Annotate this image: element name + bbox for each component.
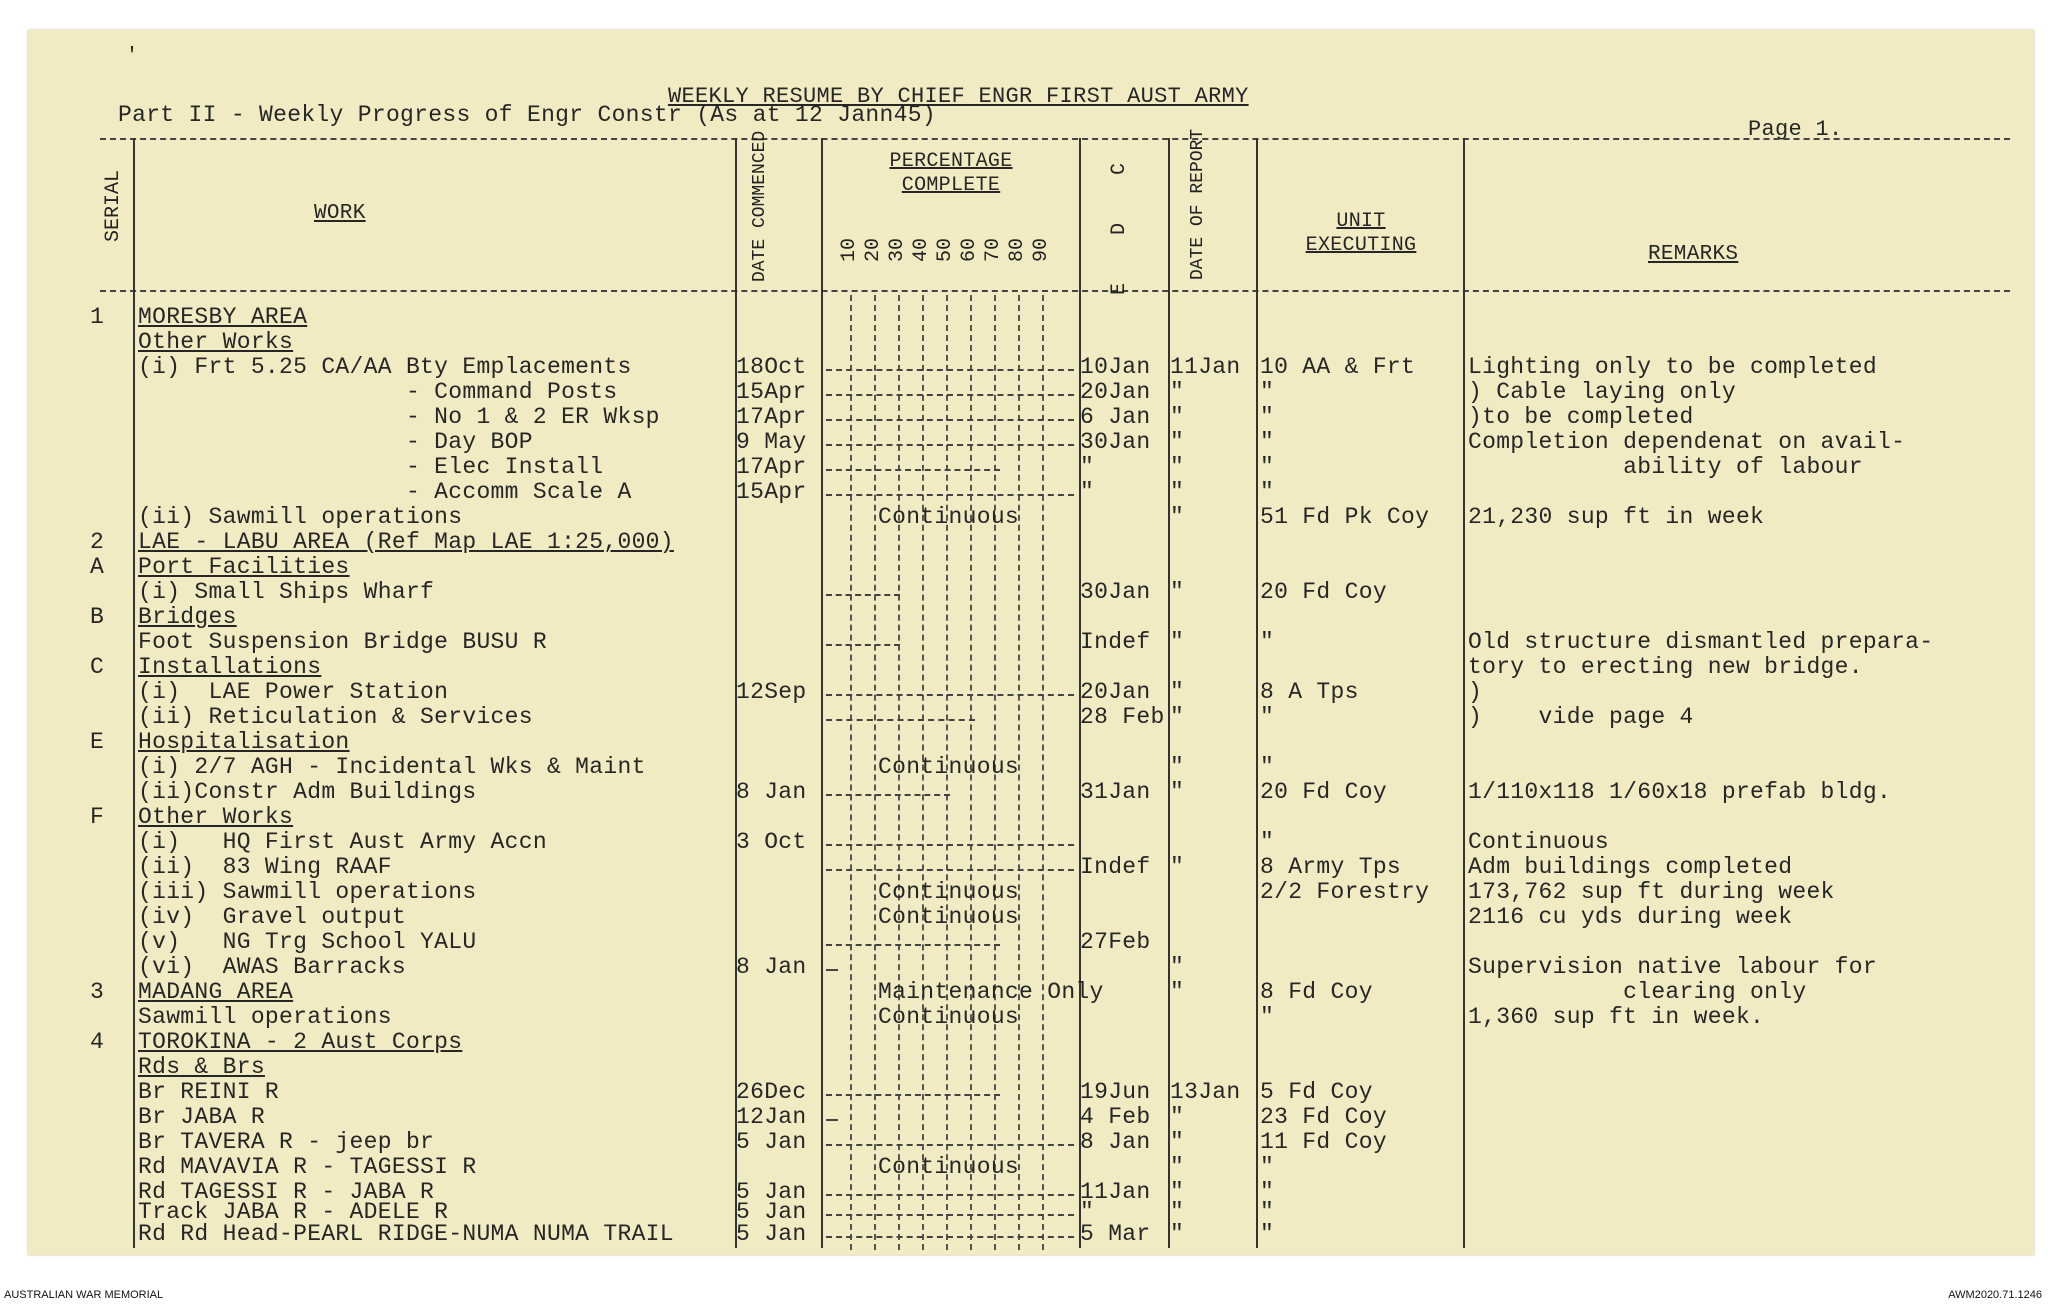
cell-date: 5 Jan: [736, 1129, 807, 1155]
cell-date: 12Sep: [736, 679, 807, 705]
page-number: Page 1.: [1748, 117, 1843, 142]
cell-date: 26Dec: [736, 1079, 807, 1105]
cell-report: ": [1170, 429, 1185, 455]
progress-bar: [826, 494, 1074, 496]
pct-tick-label: 60: [958, 238, 981, 263]
cell-unit: ": [1260, 1004, 1275, 1030]
cell-date: 8 Jan: [736, 954, 807, 980]
progress-bar: [826, 394, 1074, 396]
progress-bar: [826, 694, 1074, 696]
cell-work: Bridges: [138, 604, 237, 630]
cell-edc: 31Jan: [1080, 779, 1151, 805]
cell-remarks: 173,762 sup ft during week: [1468, 879, 1835, 905]
cell-serial: 2: [90, 529, 105, 555]
cell-remarks: ability of labour: [1468, 454, 1863, 480]
progress-bar: [826, 794, 950, 796]
cell-work: (vi) AWAS Barracks: [138, 954, 406, 980]
pct-tick-label: 20: [862, 238, 885, 263]
header-date-of-report: DATE OF REPORT: [1188, 128, 1208, 280]
cell-prog: Continuous: [878, 1004, 1020, 1030]
pct-tick-label: 10: [838, 238, 861, 263]
cell-work: (i) LAE Power Station: [138, 679, 449, 705]
cell-serial: E: [90, 729, 105, 755]
cell-remarks: tory to erecting new bridge.: [1468, 654, 1863, 680]
col-sep-serial: [133, 138, 135, 1248]
cell-work: Port Facilities: [138, 554, 350, 580]
cell-work: Hospitalisation: [138, 729, 350, 755]
progress-bar: [826, 469, 1000, 471]
progress-bar: [826, 644, 900, 646]
col-sep-report: [1256, 138, 1258, 1248]
pct-tick-label: 30: [886, 238, 909, 263]
cell-remarks: 2116 cu yds during week: [1468, 904, 1793, 930]
cell-report: ": [1170, 1199, 1185, 1225]
pct-gridline: [874, 295, 876, 1250]
cell-work: TOROKINA - 2 Aust Corps: [138, 1029, 463, 1055]
header-remarks: REMARKS: [1648, 243, 1739, 266]
cell-report: ": [1170, 379, 1185, 405]
cell-work: (ii)Constr Adm Buildings: [138, 779, 477, 805]
cell-serial: 4: [90, 1029, 105, 1055]
cell-unit: 8 Army Tps: [1260, 854, 1402, 880]
cell-edc: 28 Feb: [1080, 704, 1165, 730]
progress-bar: [826, 969, 838, 971]
cell-unit: ": [1260, 629, 1275, 655]
cell-report: ": [1170, 754, 1185, 780]
cell-edc: 8 Jan: [1080, 1129, 1151, 1155]
cell-date: 15Apr: [736, 479, 807, 505]
cell-remarks: ) vide page 4: [1468, 704, 1694, 730]
progress-bar: [826, 844, 1074, 846]
col-sep-unit: [1463, 138, 1465, 1248]
cell-unit: ": [1260, 704, 1275, 730]
cell-unit: ": [1260, 404, 1275, 430]
cell-work: Rd Rd Head-PEARL RIDGE-NUMA NUMA TRAIL: [138, 1221, 674, 1247]
cell-work: Other Works: [138, 329, 294, 355]
cell-remarks: 1,360 sup ft in week.: [1468, 1004, 1765, 1030]
cell-work: - No 1 & 2 ER Wksp: [138, 404, 660, 430]
cell-unit: ": [1260, 829, 1275, 855]
cell-edc: ": [1080, 479, 1095, 505]
cell-unit: 8 Fd Coy: [1260, 979, 1373, 1005]
cell-work: Sawmill operations: [138, 1004, 392, 1030]
cell-serial: F: [90, 804, 105, 830]
cell-work: Br REINI R: [138, 1079, 280, 1105]
cell-edc: 19Jun: [1080, 1079, 1151, 1105]
cell-work: MORESBY AREA: [138, 304, 308, 330]
cell-unit: 5 Fd Coy: [1260, 1079, 1373, 1105]
cell-remarks: ): [1468, 679, 1483, 705]
progress-bar: [826, 1236, 1074, 1238]
cell-prog: Continuous: [878, 1154, 1020, 1180]
cell-report: ": [1170, 704, 1185, 730]
cell-report: ": [1170, 679, 1185, 705]
cell-unit: 51 Fd Pk Coy: [1260, 504, 1430, 530]
cell-work: MADANG AREA: [138, 979, 294, 1005]
header-work: WORK: [314, 202, 366, 225]
cell-unit: 20 Fd Coy: [1260, 579, 1387, 605]
cell-serial: 1: [90, 304, 105, 330]
progress-bar: [826, 369, 1074, 371]
cell-work: Foot Suspension Bridge BUSU R: [138, 629, 547, 655]
cell-report: ": [1170, 1179, 1185, 1205]
cell-prog: Continuous: [878, 879, 1020, 905]
cell-date: 3 Oct: [736, 829, 807, 855]
progress-bar: [826, 1119, 838, 1121]
header-date-commenced: DATE COMMENCED: [750, 130, 770, 282]
cell-report: ": [1170, 1129, 1185, 1155]
cell-remarks: Adm buildings completed: [1468, 854, 1793, 880]
cell-unit: 8 A Tps: [1260, 679, 1359, 705]
pct-gridline: [850, 295, 852, 1250]
cell-unit: 20 Fd Coy: [1260, 779, 1387, 805]
cell-work: - Day BOP: [138, 429, 533, 455]
cell-date: 15Apr: [736, 379, 807, 405]
cell-remarks: )to be completed: [1468, 404, 1694, 430]
cell-work: (ii) 83 Wing RAAF: [138, 854, 392, 880]
cell-remarks: Old structure dismantled prepara-: [1468, 629, 1934, 655]
cell-prog: Continuous: [878, 754, 1020, 780]
document-subtitle: Part II - Weekly Progress of Engr Constr (As at 12 Jann45): [118, 102, 936, 128]
cell-work: (ii) Sawmill operations: [138, 504, 463, 530]
cell-work: Rd MAVAVIA R - TAGESSI R: [138, 1154, 477, 1180]
cell-unit: ": [1260, 1179, 1275, 1205]
cell-edc: 30Jan: [1080, 579, 1151, 605]
cell-work: LAE - LABU AREA (Ref Map LAE 1:25,000): [138, 529, 674, 555]
cell-edc: 20Jan: [1080, 679, 1151, 705]
document-title: WEEKLY RESUME BY CHIEF ENGR FIRST AUST ARMY: [668, 84, 1249, 109]
cell-serial: C: [90, 654, 105, 680]
cell-unit: 11 Fd Coy: [1260, 1129, 1387, 1155]
progress-bar: [826, 594, 900, 596]
footer-source: AUSTRALIAN WAR MEMORIAL: [4, 1289, 164, 1301]
cell-report: ": [1170, 1104, 1185, 1130]
cell-edc: Indef: [1080, 629, 1151, 655]
header-unit-executing: UNIT EXECUTING: [1305, 210, 1417, 257]
cell-unit: ": [1260, 1221, 1275, 1247]
cell-work: (iv) Gravel output: [138, 904, 406, 930]
cell-unit: ": [1260, 1199, 1275, 1225]
cell-report: ": [1170, 629, 1185, 655]
cell-date: 5 Jan: [736, 1179, 807, 1205]
cell-edc: 5 Mar: [1080, 1221, 1151, 1247]
cell-work: Br TAVERA R - jeep br: [138, 1129, 435, 1155]
cell-work: - Elec Install: [138, 454, 604, 480]
cell-edc: 20Jan: [1080, 379, 1151, 405]
cell-work: Rd TAGESSI R - JABA R: [138, 1179, 435, 1205]
progress-bar: [826, 1214, 1074, 1216]
cell-edc: 27Feb: [1080, 929, 1151, 955]
cell-edc: 10Jan: [1080, 354, 1151, 380]
cell-work: Other Works: [138, 804, 294, 830]
cell-date: 17Apr: [736, 454, 807, 480]
cell-remarks: Completion dependenat on avail-: [1468, 429, 1906, 455]
cell-unit: ": [1260, 479, 1275, 505]
margin-mark: ': [126, 45, 139, 68]
cell-work: (i) HQ First Aust Army Accn: [138, 829, 547, 855]
pct-tick-label: 90: [1030, 238, 1053, 263]
cell-report: ": [1170, 979, 1185, 1005]
cell-report: ": [1170, 504, 1185, 530]
cell-remarks: Supervision native labour for: [1468, 954, 1877, 980]
cell-edc: ": [1080, 1199, 1095, 1225]
pct-gridline: [1042, 295, 1044, 1250]
cell-serial: 3: [90, 979, 105, 1005]
cell-edc: ": [1080, 454, 1095, 480]
cell-edc: 30Jan: [1080, 429, 1151, 455]
cell-report: ": [1170, 1154, 1185, 1180]
cell-report: ": [1170, 854, 1185, 880]
cell-work: Installations: [138, 654, 322, 680]
cell-unit: ": [1260, 454, 1275, 480]
cell-work: Rds & Brs: [138, 1054, 265, 1080]
cell-remarks: Lighting only to be completed: [1468, 354, 1877, 380]
cell-work: (i) Small Ships Wharf: [138, 579, 435, 605]
cell-date: 9 May: [736, 429, 807, 455]
progress-bar: [826, 444, 1074, 446]
cell-work: Br JABA R: [138, 1104, 265, 1130]
cell-serial: A: [90, 554, 105, 580]
cell-report: ": [1170, 1221, 1185, 1247]
cell-date: 17Apr: [736, 404, 807, 430]
footer-reference: AWM2020.71.1246: [1948, 1289, 2042, 1301]
cell-report: ": [1170, 404, 1185, 430]
cell-report: 11Jan: [1170, 354, 1241, 380]
cell-unit: 10 AA & Frt: [1260, 354, 1416, 380]
cell-report: ": [1170, 479, 1185, 505]
cell-date: 12Jan: [736, 1104, 807, 1130]
cell-prog: Maintenance Only: [878, 979, 1104, 1005]
progress-bar: [826, 1194, 1074, 1196]
cell-remarks: ) Cable laying only: [1468, 379, 1736, 405]
progress-bar: [826, 1144, 1074, 1146]
cell-date: 8 Jan: [736, 779, 807, 805]
progress-bar: [826, 1094, 1000, 1096]
cell-remarks: 21,230 sup ft in week: [1468, 504, 1765, 530]
cell-unit: 23 Fd Coy: [1260, 1104, 1387, 1130]
cell-work: (v) NG Trg School YALU: [138, 929, 477, 955]
header-percentage-complete: PERCENTAGE COMPLETE: [889, 150, 1013, 197]
pct-tick-label: 50: [934, 238, 957, 263]
progress-bar: [826, 944, 1000, 946]
cell-date: 5 Jan: [736, 1199, 807, 1225]
cell-remarks: 1/110x118 1/60x18 prefab bldg.: [1468, 779, 1892, 805]
header-top-rule: [100, 138, 2010, 140]
cell-report: ": [1170, 779, 1185, 805]
cell-edc: 4 Feb: [1080, 1104, 1151, 1130]
cell-remarks: Continuous: [1468, 829, 1610, 855]
cell-serial: B: [90, 604, 105, 630]
cell-date: 18Oct: [736, 354, 807, 380]
pct-tick-label: 40: [910, 238, 933, 263]
document-sheet: [28, 30, 2034, 1255]
cell-date: 5 Jan: [736, 1221, 807, 1247]
cell-unit: ": [1260, 1154, 1275, 1180]
col-sep-date: [821, 138, 823, 1248]
header-edc: E D C: [1108, 145, 1131, 296]
footer-bar: [0, 1286, 2048, 1305]
pct-tick-label: 70: [982, 238, 1005, 263]
cell-unit: ": [1260, 429, 1275, 455]
progress-bar: [826, 869, 1074, 871]
cell-prog: Continuous: [878, 904, 1020, 930]
cell-remarks: clearing only: [1468, 979, 1807, 1005]
cell-work: Track JABA R - ADELE R: [138, 1199, 449, 1225]
pct-tick-label: 80: [1006, 238, 1029, 263]
cell-work: - Accomm Scale A: [138, 479, 632, 505]
progress-bar: [826, 719, 975, 721]
cell-unit: ": [1260, 754, 1275, 780]
cell-edc: Indef: [1080, 854, 1151, 880]
header-serial: SERIAL: [102, 170, 125, 243]
cell-edc: 11Jan: [1080, 1179, 1151, 1205]
cell-prog: Continuous: [878, 504, 1020, 530]
cell-work: (iii) Sawmill operations: [138, 879, 477, 905]
cell-report: 13Jan: [1170, 1079, 1241, 1105]
header-bottom-rule: [100, 290, 2010, 292]
cell-edc: 6 Jan: [1080, 404, 1151, 430]
cell-unit: ": [1260, 379, 1275, 405]
cell-report: ": [1170, 454, 1185, 480]
cell-work: - Command Posts: [138, 379, 618, 405]
cell-work: (ii) Reticulation & Services: [138, 704, 533, 730]
cell-work: (i) 2/7 AGH - Incidental Wks & Maint: [138, 754, 646, 780]
cell-work: (i) Frt 5.25 CA/AA Bty Emplacements: [138, 354, 632, 380]
cell-report: ": [1170, 954, 1185, 980]
progress-bar: [826, 419, 1074, 421]
cell-unit: 2/2 Forestry: [1260, 879, 1430, 905]
cell-report: ": [1170, 579, 1185, 605]
